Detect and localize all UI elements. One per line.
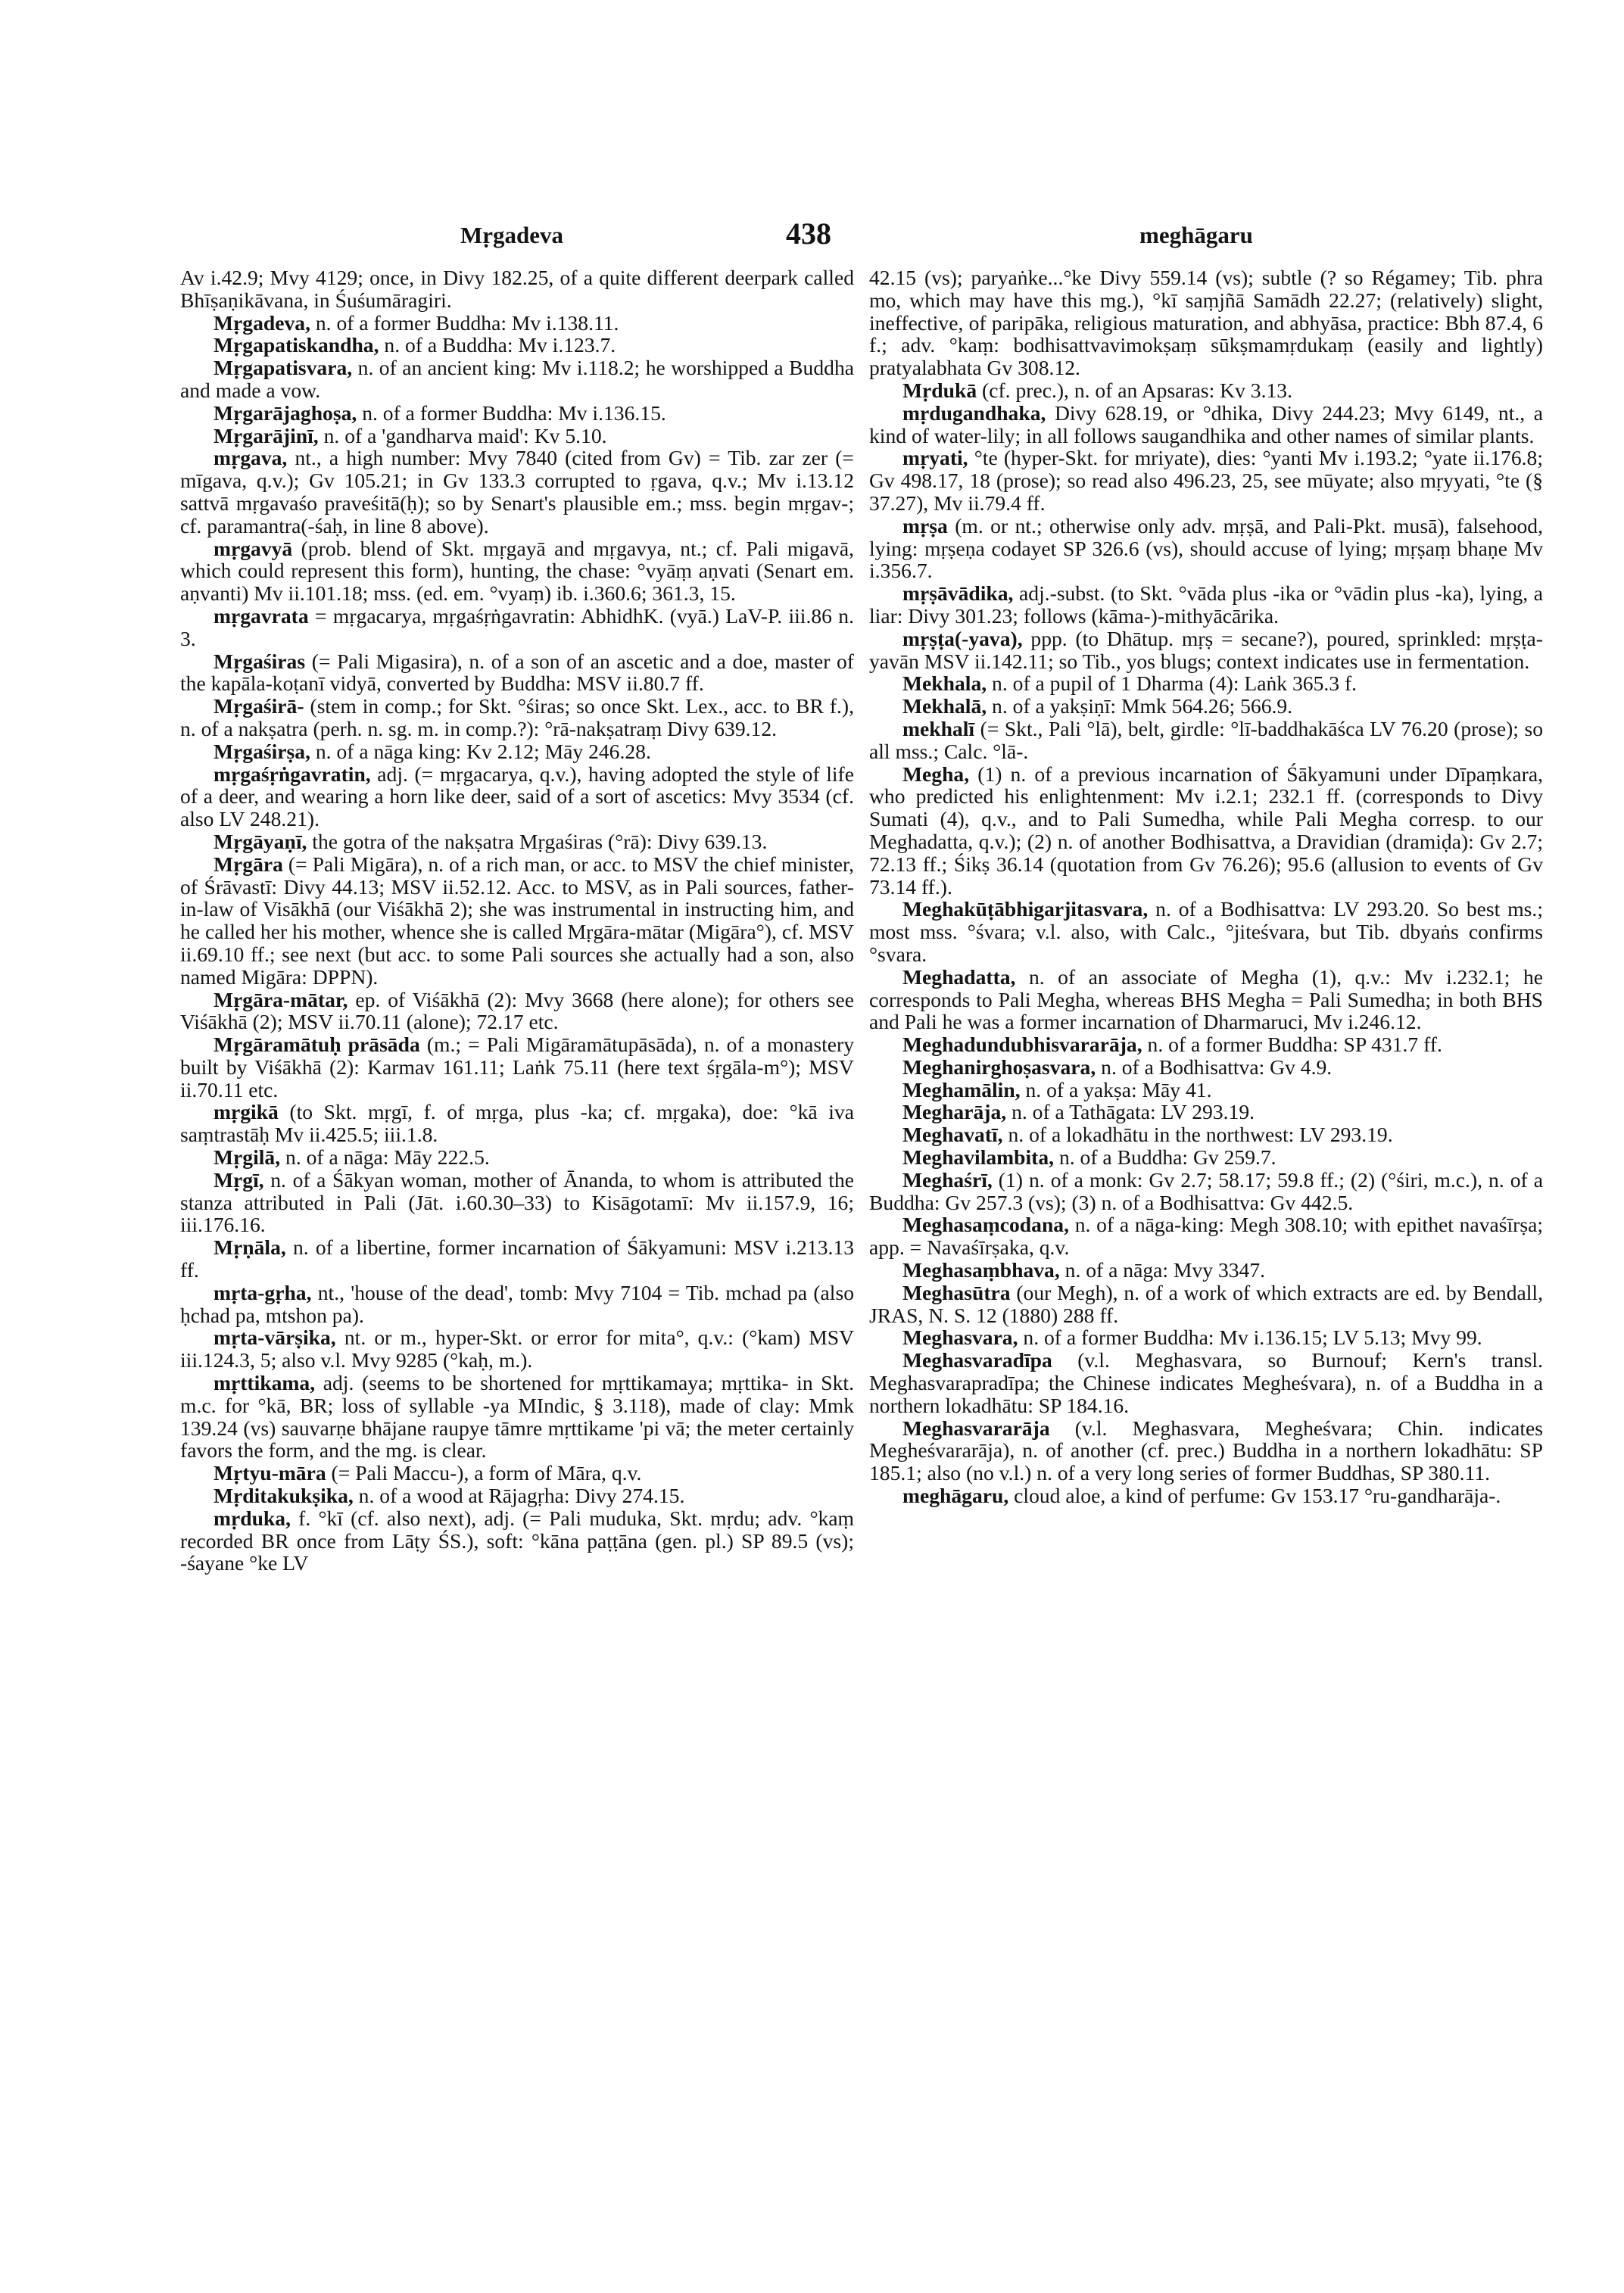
entry-headword: Meghanirghoṣasvara, — [902, 1055, 1096, 1079]
entry-headword: Mṛgāra-mātar, — [214, 987, 348, 1011]
dictionary-entry — [180, 1033, 854, 1101]
entry-definition: n. of a former Buddha: Mv i.138.11. — [310, 310, 619, 335]
entry-definition: n. of a Śākyan woman, mother of Ānanda, to whom is attributed the stanza attributed in Pali (Jāt. i.60.30–33) to Kisāgotamī: Mv ii.157.9, 16; iii.176.16. — [180, 1167, 854, 1237]
dictionary-entry — [869, 1282, 1543, 1327]
entry-definition: n. of a yakṣa: Māy 41. — [1020, 1077, 1212, 1101]
entry-definition: nt. or m., hyper-Skt. or error for mita°, q.v.: (°kam) MSV iii.124.3, 5; also v.l. Mvy 9285 (°kaḥ, m.). — [180, 1326, 854, 1372]
dictionary-entry — [180, 1372, 854, 1462]
entry-headword: meghāgaru, — [902, 1484, 1009, 1508]
entry-headword: Meghasūtra — [902, 1280, 1011, 1304]
entry-definition: (cf. prec.), n. of an Apsaras: Kv 3.13. — [977, 378, 1292, 402]
dictionary-entry — [180, 1485, 854, 1507]
dictionary-entry — [869, 628, 1543, 673]
entry-definition: n. of a lokadhātu in the northwest: LV 293.19. — [1002, 1123, 1393, 1147]
dictionary-entry — [180, 402, 854, 425]
dictionary-entry — [180, 537, 854, 605]
entry-definition: = mṛgacarya, mṛgaśṛṅgavratin: AbhidhK. (vyā.) LaV-P. iii.86 n. 3. — [180, 603, 854, 650]
entry-definition: nt., a high number: Mvy 7840 (cited from Gv) = Tib. zar zer (= mīgava, q.v.); Gv 105.21; in Gv 133.3 corrupted to ṛgava, q.v.; Mv i.13.12 sattvā mṛgavaśo praveśitā(ḥ); so by Senart's plausible em.; mss. begin mṛgav-; cf. paramantra(-śaḥ, in line 8 above). — [180, 446, 854, 537]
dictionary-entry — [869, 379, 1543, 402]
entry-headword: Meghasvararāja — [902, 1416, 1050, 1440]
entry-definition: n. of a former Buddha: Mv i.136.15. — [357, 400, 666, 425]
dictionary-entry — [869, 1079, 1543, 1101]
page-number: 438 — [786, 217, 831, 251]
entry-headword: mṛṣṭa(-yava), — [902, 626, 1023, 650]
entry-headword: Meghakūṭābhigarjitasvara, — [902, 897, 1149, 921]
entry-definition: °te (hyper-Skt. for mriyate), dies: °yanti Mv i.193.2; °yate ii.176.8; Gv 498.17, 18 (prose); so read also 496.23, 25, see mūyate; also mṛyyati, °te (§ 37.27), Mv ii.79.4 ff. — [869, 446, 1543, 515]
dictionary-entry — [869, 1169, 1543, 1214]
dictionary-entry — [180, 1507, 854, 1575]
entry-headword: mṛyati, — [902, 446, 968, 470]
dictionary-entry — [869, 763, 1543, 899]
entry-definition: n. of a Buddha: Gv 259.7. — [1054, 1145, 1276, 1170]
dictionary-entry — [180, 447, 854, 537]
entry-headword: Meghamālin, — [902, 1077, 1021, 1101]
dictionary-entry — [180, 763, 854, 830]
dictionary-entry — [869, 1485, 1543, 1507]
entry-definition: n. of a Buddha: Mv i.123.7. — [379, 333, 616, 357]
dictionary-entry — [869, 695, 1543, 718]
dictionary-entry — [869, 402, 1543, 447]
entry-definition: the gotra of the nakṣatra Mṛgaśiras (°rā): Divy 639.13. — [307, 829, 768, 853]
entry-definition: (m.; = Pali Migāramātupāsāda), n. of a monastery built by Viśākhā (2): Karmav 161.11; Laṅk 75.11 (here text śṛgāla-m°); MSV ii.70.11 etc. — [180, 1033, 854, 1101]
entry-definition: (= Pali Migasira), n. of a son of an ascetic and a doe, master of the kapāla-koṭanī vidyā, converted by Buddha: MSV ii.80.7 ff. — [180, 649, 854, 696]
entry-definition: (our Megh), n. of a work of which extracts are ed. by Bendall, JRAS, N. S. 12 (1880) 288 ff. — [869, 1280, 1543, 1327]
entry-definition: ppp. (to Dhātup. mṛṣ = secane?), poured, sprinkled: mṛṣṭa-yavān MSV ii.142.11; so Tib., yos blugs; context indicates use in fermentation. — [869, 626, 1543, 673]
right-column — [869, 266, 1543, 1507]
entry-headword: mekhalī — [902, 716, 975, 740]
entry-headword: mṛttikama, — [214, 1371, 316, 1395]
dictionary-entry — [180, 1236, 854, 1282]
entry-definition: (prob. blend of Skt. mṛgayā and mṛgavya, nt.; cf. Pali migavā, which could represent this form), hunting, the chase: °vyāṃ aṇvati (Senart em. aṇvanti) Mv ii.101.18; mss. (ed. em. °vyaṃ) ib. i.360.6; 361.3, 15. — [180, 536, 854, 606]
entry-definition: n. of a nāga: Mvy 3347. — [1059, 1258, 1266, 1282]
dictionary-entry — [180, 605, 854, 650]
entry-headword: Mṛgaśiras — [214, 649, 306, 673]
entry-definition: n. of a Tathāgata: LV 293.19. — [1006, 1100, 1255, 1124]
dictionary-entry — [869, 1056, 1543, 1079]
entry-definition: n. of a yakṣiṇī: Mmk 564.26; 566.9. — [987, 694, 1293, 718]
dictionary-entry — [180, 740, 854, 763]
entry-headword: Mṛgadeva, — [214, 310, 310, 335]
entry-headword: mṛgavyā — [214, 536, 293, 560]
entry-headword: mṛṣa — [902, 513, 948, 537]
entry-headword: mṛta-vārṣika, — [214, 1326, 336, 1350]
dictionary-entry — [869, 1417, 1543, 1485]
entry-headword: Mṛditakukṣika, — [214, 1484, 354, 1508]
dictionary-entry — [180, 650, 854, 696]
entry-headword: Megha, — [902, 762, 970, 786]
entry-headword: Mṛgāramātuḥ prāsāda — [214, 1033, 420, 1057]
entry-headword: Mṛgaśirṣa, — [214, 739, 310, 763]
entry-headword: Meghadundubhisvararāja, — [902, 1033, 1142, 1057]
dictionary-entry — [869, 1123, 1543, 1146]
entry-headword: Mekhala, — [902, 671, 987, 696]
dictionary-entry — [180, 830, 854, 853]
entry-definition: n. of a nāga-king: Megh 308.10; with epithet navaśīrṣa; app. = Navaśīrṣaka, q.v. — [869, 1213, 1543, 1260]
dictionary-entry — [869, 1146, 1543, 1169]
dictionary-entry — [180, 334, 854, 357]
dictionary-entry — [869, 447, 1543, 514]
entry-headword: Mṛṇāla, — [214, 1235, 286, 1260]
entry-definition: n. of a former Buddha: Mv i.136.15; LV 5.13; Mvy 99. — [1018, 1326, 1482, 1350]
entry-headword: mṛgikā — [214, 1100, 279, 1124]
dictionary-entry — [869, 966, 1543, 1033]
dictionary-entry — [180, 266, 854, 312]
entry-headword: mṛgaśṛṅgavratin, — [214, 762, 371, 786]
dictionary-entry — [180, 1169, 854, 1236]
entry-headword: Megharāja, — [902, 1100, 1007, 1124]
entry-headword: mṛta-gṛha, — [214, 1280, 312, 1304]
entry-headword: Mṛtyu-māra — [214, 1461, 326, 1485]
entry-definition: n. of a nāga king: Kv 2.12; Māy 246.28. — [310, 739, 651, 763]
entry-definition: (m. or nt.; otherwise only adv. mṛṣā, and Pali-Pkt. musā), falsehood, lying: mṛṣeṇa codayet SP 326.6 (vs), should accuse of lying; mṛṣaṃ bhaṇe Mv i.356.7. — [869, 513, 1543, 583]
dictionary-entry — [869, 266, 1543, 379]
dictionary-entry — [869, 1259, 1543, 1282]
entry-headword: Meghavilambita, — [902, 1145, 1055, 1170]
entry-definition: (to Skt. mṛgī, f. of mṛga, plus -ka; cf. mṛgaka), doe: °kā iva saṃtrastāḥ Mv ii.425.5; iii.1.8. — [180, 1100, 854, 1147]
entry-definition: adj. (= mṛgacarya, q.v.), having adopted the style of life of a deer, and wearing a horn like deer, said of a sort of ascetics: Mvy 3534 (cf. also LV 248.21). — [180, 762, 854, 831]
entry-headword: Mṛgapatiskandha, — [214, 333, 379, 357]
entry-headword: Meghavatī, — [902, 1123, 1003, 1147]
entry-definition: n. of a Bodhisattva: Gv 4.9. — [1096, 1055, 1333, 1079]
entry-definition: (= Skt., Pali °lā), belt, girdle: °lī-baddhakāśca LV 76.20 (prose); so all mss.; Calc. °lā-. — [869, 716, 1543, 763]
dictionary-entry — [180, 312, 854, 335]
dictionary-entry — [180, 989, 854, 1034]
dictionary-entry — [180, 1326, 854, 1372]
entry-definition: n. of a libertine, former incarnation of Śākyamuni: MSV i.213.13 ff. — [180, 1235, 854, 1282]
entry-headword: Meghaśrī, — [902, 1167, 993, 1192]
entry-definition: ep. of Viśākhā (2): Mvy 3668 (here alone); for others see Viśākhā (2); MSV ii.70.11 (alone); 72.17 etc. — [180, 987, 854, 1034]
entry-definition: Divy 628.19, or °dhika, Divy 244.23; Mvy 6149, nt., a kind of water-lily; in all follows saugandhika and other names of similar plants. — [869, 400, 1543, 447]
entry-definition: n. of a wood at Rājagṛha: Divy 274.15. — [353, 1484, 685, 1508]
entry-headword: Mṛgāra — [214, 852, 283, 876]
entry-headword: Mṛgilā, — [214, 1145, 281, 1170]
dictionary-entry — [180, 1282, 854, 1327]
entry-definition: (1) n. of a monk: Gv 2.7; 58.17; 59.8 ff.; (2) (°śiri, m.c.), n. of a Buddha: Gv 257.3 (vs); (3) n. of a Bodhisattva: Gv 442.5. — [869, 1167, 1543, 1214]
dictionary-entry — [869, 1326, 1543, 1349]
entry-definition: cloud aloe, a kind of perfume: Gv 153.17 °ru-gandharāja-. — [1008, 1484, 1501, 1508]
dictionary-entry — [869, 1213, 1543, 1259]
entry-headword: mṛgava, — [214, 446, 288, 470]
entry-definition: (stem in comp.; for Skt. °śiras; so once Skt. Lex., acc. to BR f.), n. of a nakṣatra (perh. n. sg. m. in comp.?): °rā-nakṣatraṃ Divy 639.12. — [180, 694, 854, 740]
dictionary-entry — [180, 1101, 854, 1146]
right-guide-word: meghāgaru — [1139, 222, 1253, 248]
entry-headword: Mṛdukā — [902, 378, 977, 402]
entry-headword: Meghasvaradīpa — [902, 1348, 1052, 1372]
entry-definition: n. of a Bodhisattva: LV 293.20. So best ms.; most mss. °śvara; v.l. also, with Calc., °jiteśvara, but Tib. dbyaṅs confirms °svara. — [869, 897, 1543, 966]
entry-headword: mṛdugandhaka, — [902, 400, 1046, 425]
entry-headword: mṛṣāvādika, — [902, 581, 1014, 606]
entry-headword: Mṛgapatisvara, — [214, 356, 353, 380]
dictionary-entry — [869, 515, 1543, 582]
dictionary-entry — [180, 425, 854, 447]
dictionary-entry — [180, 357, 854, 402]
entry-definition: n. of a 'gandharva maid': Kv 5.10. — [318, 423, 607, 447]
entry-definition: (= Pali Maccu-), a form of Māra, q.v. — [326, 1461, 642, 1485]
dictionary-entry — [869, 1033, 1543, 1056]
entry-headword: Meghadatta, — [902, 964, 1016, 989]
left-column — [180, 266, 854, 1575]
dictionary-entry — [869, 718, 1543, 763]
entry-definition: n. of an associate of Megha (1), q.v.: Mv i.232.1; he corresponds to Pali Megha, whereas BHS Megha = Pali Sumedha; in both BHS and Pali he was a former incarnation of Dharmaruci, Mv i.246.12. — [869, 964, 1543, 1034]
dictionary-entry — [869, 898, 1543, 965]
entry-definition: adj. (seems to be shortened for mṛttikamaya; mṛttika- in Skt. m.c. for °kā, BR; loss of syllable -ya MIndic, § 3.118), made of clay: Mmk 139.24 (vs) sauvarṇe bhājane raupye tāmre mṛttikame 'pi vā; the meter certainly favors the form, and the mg. is clear. — [180, 1371, 854, 1463]
dictionary-entry — [180, 1462, 854, 1485]
entry-definition: n. of a former Buddha: SP 431.7 ff. — [1142, 1033, 1442, 1057]
dictionary-entry — [869, 1101, 1543, 1123]
entry-headword: Mṛgaśirā- — [214, 694, 304, 718]
entry-definition: 42.15 (vs); paryaṅke...°ke Divy 559.14 (vs); subtle (? so Régamey; Tib. phra mo, which may have this mg.), °kī saṃjñā Samādh 22.27; (relatively) slight, ineffective, of paripāka, religious maturation, and abhyāsa, practice: Bbh 87.4, 6 f.; adv. °kaṃ: bodhisattvavimokṣaṃ sūkṣmamṛdukaṃ (easily and lightly) pratyalabhata Gv 308.12. — [869, 266, 1543, 380]
entry-definition: f. °kī (cf. also next), adj. (= Pali muduka, Skt. mṛdu; adv. °kaṃ recorded BR once from Lāṭy ŚS.), soft: °kāna paṭṭāna (gen. pl.) SP 89.5 (vs); -śayane °ke LV — [180, 1506, 854, 1575]
entry-definition: (v.l. Meghasvara, so Burnouf; Kern's transl. Meghasvarapradīpa; the Chinese indicates Megheśvara), n. of a Buddha in a northern lokadhātu: SP 184.16. — [869, 1348, 1543, 1417]
entry-headword: Meghasaṃcodana, — [902, 1213, 1069, 1237]
dictionary-entry — [180, 695, 854, 740]
entry-definition: (= Pali Migāra), n. of a rich man, or acc. to MSV the chief minister, of Śrāvastī: Divy 44.13; MSV ii.52.12. Acc. to MSV, as in Pali sources, father-in-law of Visākhā (our Viśākhā 2); she was instrumental in instructing him, and he called her his mother, whence she is called Mṛgāra-mātar (Migāra°), cf. MSV ii.69.10 ff.; see next (but acc. to some Pali sources she actually had a son, also named Migāra: DPPN). — [180, 852, 854, 989]
entry-headword: mṛduka, — [214, 1506, 291, 1530]
entry-definition: n. of an ancient king: Mv i.118.2; he worshipped a Buddha and made a vow. — [180, 356, 854, 402]
dictionary-entry — [869, 672, 1543, 695]
entry-definition: (1) n. of a previous incarnation of Śākyamuni under Dīpaṃkara, who predicted his enlightenment: Mv i.2.1; 232.1 ff. (corresponds to Divy Sumati (4), q.v., and to Pali Sumedha, while Pali Megha corresp. to our Meghadatta, q.v.); (2) n. of another Bodhisattva, a Dravidian (dramiḍa): Gv 2.7; 72.13 ff.; Śikṣ 36.14 (quotation from Gv 76.26); 95.6 (allusion to events of Gv 73.14 ff.). — [869, 762, 1543, 899]
entry-definition: adj.-subst. (to Skt. °vāda plus -ika or °vādin plus -ka), lying, a liar: Divy 301.23; follows (kāma-)-mithyācārika. — [869, 581, 1543, 628]
entry-definition: n. of a nāga: Māy 222.5. — [280, 1145, 490, 1170]
entry-headword: Mṛgī, — [214, 1167, 264, 1192]
dictionary-entry — [180, 853, 854, 989]
entry-headword: Mṛgāyaṇī, — [214, 829, 307, 853]
entry-definition: (v.l. Meghasvara, Megheśvara; Chin. indicates Megheśvararāja), n. of another (cf. prec.) Buddha in a northern lokadhātu: SP 185.1; also (no v.l.) n. of a very long series of former Buddhas, SP 380.11. — [869, 1416, 1543, 1485]
entry-headword: Mekhalā, — [902, 694, 987, 718]
entry-headword: Mṛgarājaghoṣa, — [214, 400, 357, 425]
entry-headword: mṛgavrata — [214, 603, 309, 628]
entry-definition: Av i.42.9; Mvy 4129; once, in Divy 182.25, of a quite different deerpark called Bhīṣaṇikāvana, in Śuśumāragiri. — [180, 266, 854, 312]
entry-headword: Meghasvara, — [902, 1326, 1018, 1350]
dictionary-entry — [869, 582, 1543, 628]
dictionary-entry — [180, 1146, 854, 1169]
entry-headword: Mṛgarājinī, — [214, 423, 319, 447]
left-guide-word: Mṛgadeva — [460, 222, 564, 248]
dictionary-entry — [869, 1349, 1543, 1416]
entry-definition: nt., 'house of the dead', tomb: Mvy 7104 = Tib. mchad pa (also ḥchad pa, mtshon pa). — [180, 1280, 854, 1327]
entry-headword: Meghasaṃbhava, — [902, 1258, 1060, 1282]
entry-definition: n. of a pupil of 1 Dharma (4): Laṅk 365.3 f. — [987, 671, 1357, 696]
